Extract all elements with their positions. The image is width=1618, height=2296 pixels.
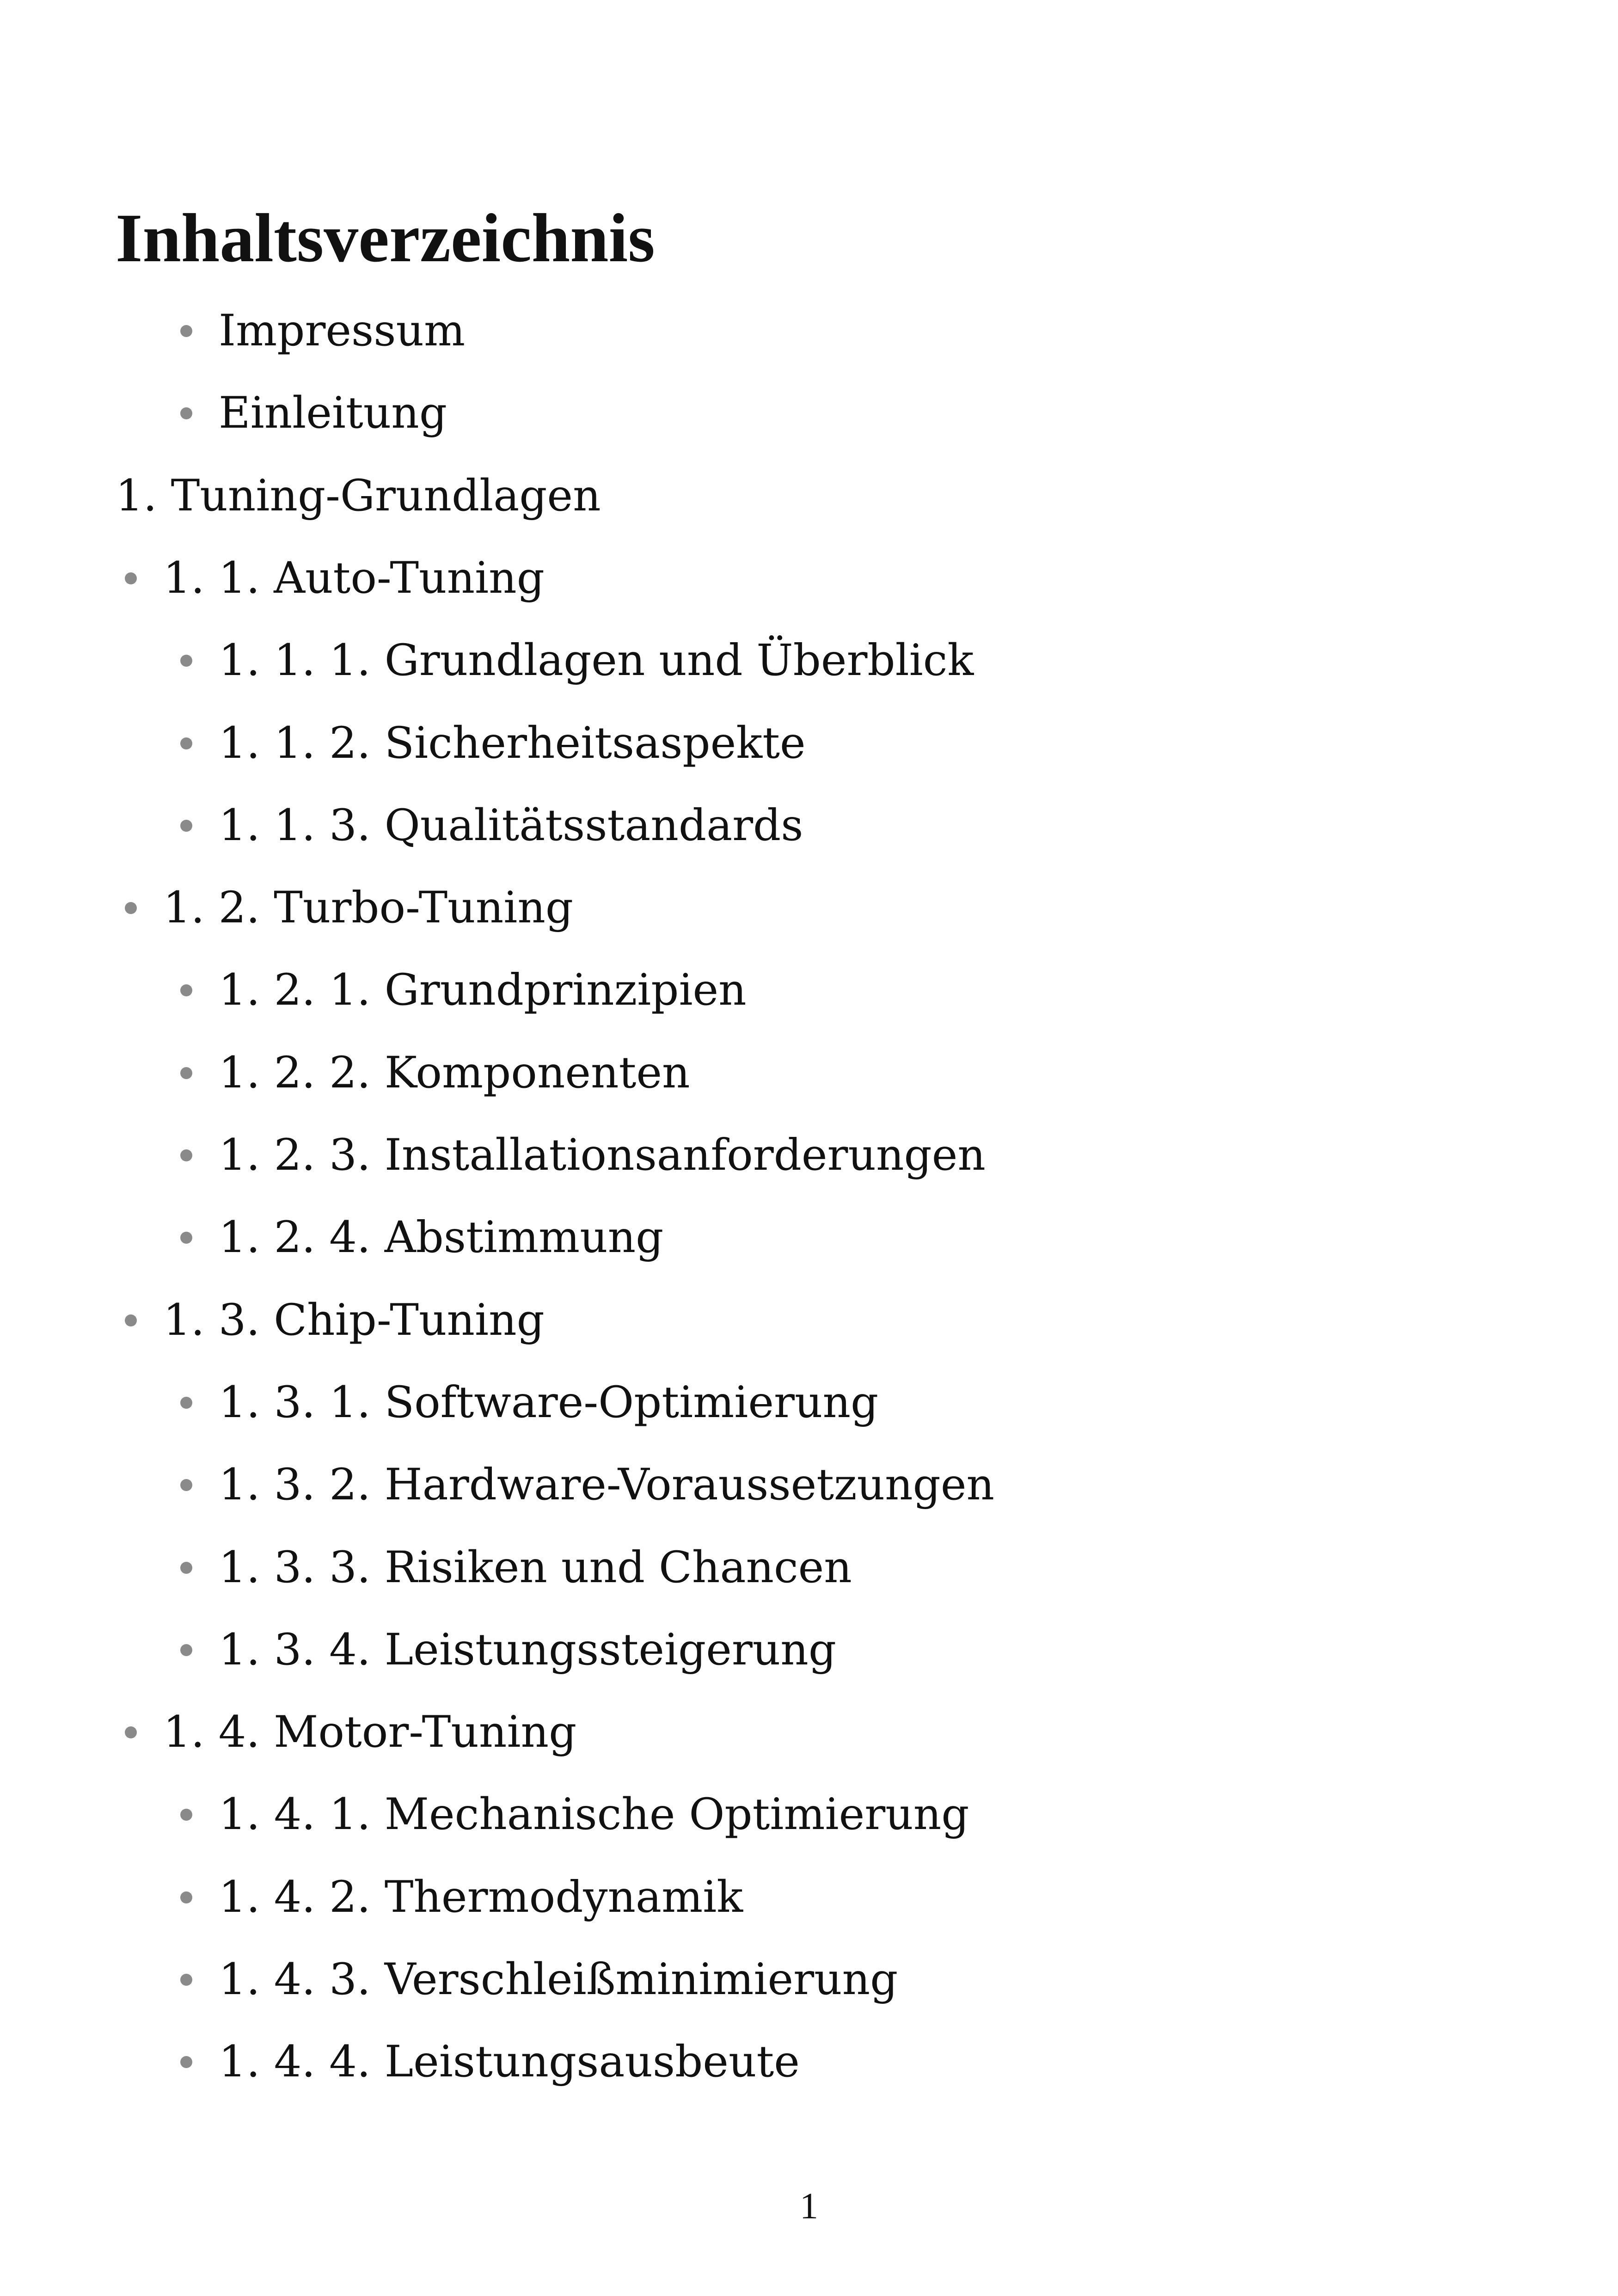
bullet-icon <box>180 1067 192 1079</box>
toc-entry-label: 1. 3. 3. Risiken und Chancen <box>219 1542 852 1593</box>
bullet-icon <box>180 2056 192 2068</box>
toc-entry-label: 1. 1. 3. Qualitätsstandards <box>219 800 803 851</box>
bullet-icon <box>180 1479 192 1491</box>
bullet-icon <box>180 984 192 996</box>
bullet-icon <box>180 1232 192 1244</box>
toc-entry[interactable] <box>180 798 803 853</box>
toc-entry-label: 1. 4. 1. Mechanische Optimierung <box>219 1789 969 1840</box>
toc-entry-label: 1. 2. 2. Komponenten <box>219 1048 690 1098</box>
toc-entry-label: 1. 4. Motor-Tuning <box>163 1707 577 1757</box>
page-number: 1 <box>800 2186 818 2227</box>
toc-entry[interactable] <box>180 1210 663 1265</box>
toc-entry-label: Impressum <box>219 306 466 356</box>
toc-entry-label: 1. 4. 2. Thermodynamik <box>219 1872 743 1922</box>
bullet-icon <box>180 737 192 749</box>
bullet-icon <box>180 407 192 419</box>
toc-entry-label: 1. 2. 3. Installationsanforderungen <box>219 1130 986 1180</box>
toc-entry-label: 1. 3. 1. Software-Optimierung <box>219 1377 879 1428</box>
toc-entry[interactable] <box>125 551 545 606</box>
bullet-icon <box>180 1891 192 1903</box>
toc-entry[interactable] <box>180 1952 898 2007</box>
toc-entry-label: 1. 2. 4. Abstimmung <box>219 1212 664 1263</box>
toc-entry-label: 1. 4. 4. Leistungsausbeute <box>219 2037 800 2087</box>
toc-entry[interactable] <box>180 963 747 1018</box>
toc-entry[interactable] <box>180 1870 743 1925</box>
bullet-icon <box>180 1149 192 1161</box>
toc-entry-label: 1. 1. 2. Sicherheitsaspekte <box>219 718 806 768</box>
toc-entry[interactable] <box>180 1457 994 1513</box>
toc-entry[interactable] <box>180 1622 836 1678</box>
toc-entry[interactable] <box>180 633 974 688</box>
toc-entry-label: 1. 3. 2. Hardware-Voraussetzungen <box>219 1460 995 1510</box>
toc-entry-label: 1. 2. 1. Grundprinzipien <box>219 965 747 1015</box>
toc-entry-label: 1. 3. Chip-Tuning <box>163 1295 545 1345</box>
toc-entry[interactable] <box>180 716 806 771</box>
bullet-icon <box>180 820 192 832</box>
toc-entry[interactable] <box>125 1293 545 1348</box>
bullet-icon <box>180 1644 192 1656</box>
toc-entry[interactable] <box>180 386 447 441</box>
bullet-icon <box>125 1314 137 1326</box>
toc-entry-label: Einleitung <box>219 388 447 438</box>
page-title: Inhaltsverzeichnis <box>116 200 655 276</box>
toc-entry[interactable] <box>180 303 465 359</box>
toc-entry[interactable] <box>125 1705 576 1760</box>
toc-entry[interactable] <box>180 1540 852 1596</box>
toc-entry-label: 1. 4. 3. Verschleißminimierung <box>219 1954 898 2005</box>
bullet-icon <box>180 1809 192 1821</box>
bullet-icon <box>125 1726 137 1738</box>
toc-entry[interactable] <box>180 1787 969 1842</box>
toc-entry-label: 1. 1. 1. Grundlagen und Überblick <box>219 635 974 686</box>
toc-entry[interactable] <box>125 880 573 936</box>
bullet-icon <box>180 325 192 337</box>
toc-entry[interactable] <box>180 1375 878 1430</box>
toc-entry-label: 1. Tuning-Grundlagen <box>116 471 601 521</box>
bullet-icon <box>125 572 137 584</box>
bullet-icon <box>125 902 137 914</box>
bullet-icon <box>180 1974 192 1986</box>
toc-entry-label: 1. 3. 4. Leistungssteigerung <box>219 1625 837 1675</box>
toc-entry-label: 1. 1. Auto-Tuning <box>163 553 545 603</box>
bullet-icon <box>180 1397 192 1409</box>
toc-entry[interactable] <box>180 2034 800 2090</box>
toc-entry[interactable] <box>116 468 601 524</box>
toc-entry-label: 1. 2. Turbo-Tuning <box>163 883 574 933</box>
toc-entry[interactable] <box>180 1128 986 1183</box>
bullet-icon <box>180 1562 192 1574</box>
bullet-icon <box>180 655 192 667</box>
toc-entry[interactable] <box>180 1045 690 1101</box>
